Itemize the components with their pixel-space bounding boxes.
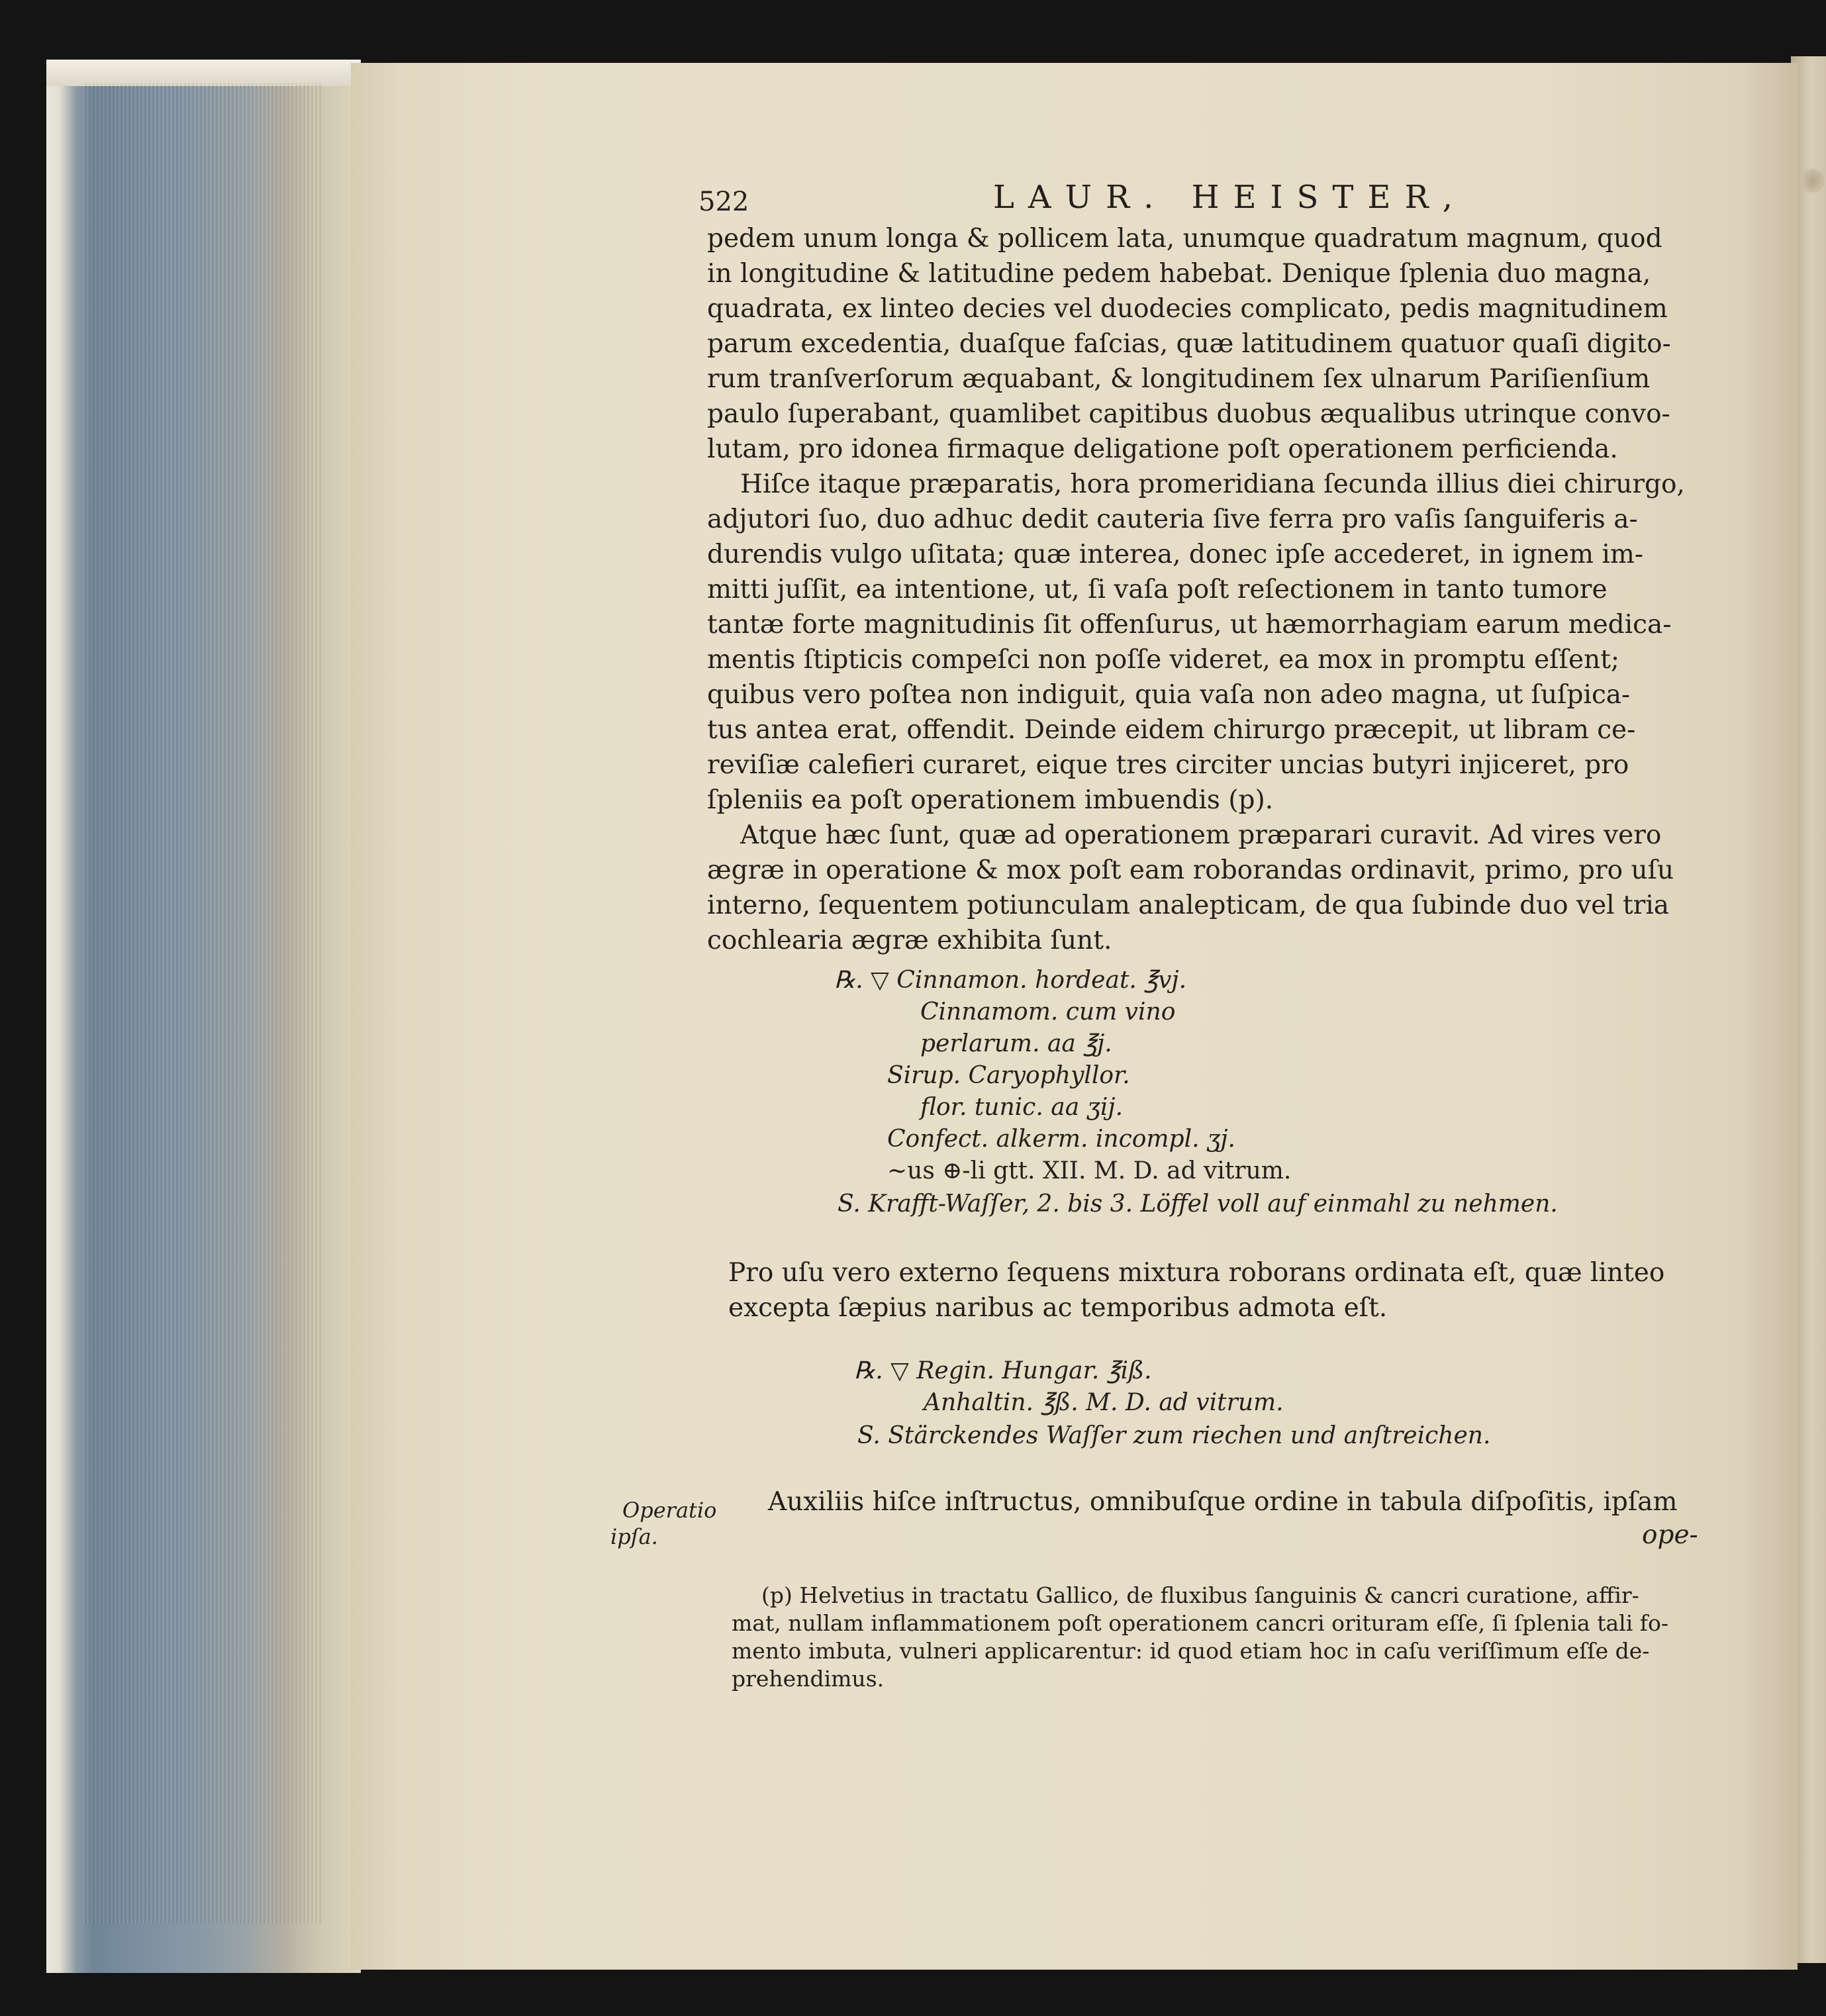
text-line: Auxiliis hiſce inſtructus, omnibuſque ordine in tabula diſpoſitis, ipſam (768, 1487, 1678, 1517)
catchword: ope- (1642, 1520, 1698, 1550)
recipe-line: Sirup. Caryophyllor. (887, 1062, 1130, 1089)
marginal-note: ipſa. (610, 1524, 658, 1549)
recipe-line: ~us ⊕-li gtt. XII. M. D. ad vitrum. (887, 1157, 1292, 1184)
text-line: mentis ſtipticis compeſci non poſſe videret, ea mox in promptu eſſent; (707, 645, 1620, 675)
text-line: pedem unum longa & pollicem lata, unumque quadratum magnum, quod (707, 224, 1662, 254)
recipe-signature: S. Stärckendes Waſſer zum riechen und anſtreichen. (857, 1422, 1491, 1449)
footnote-line: mento imbuta, vulneri applicarentur: id quod etiam hoc in caſu veriſſimum eſſe de- (732, 1638, 1650, 1664)
recipe-line: flor. tunic. aa ʒij. (920, 1094, 1124, 1121)
text-line: quibus vero poſtea non indiguit, quia vaſa non adeo magna, ut ſuſpica- (707, 680, 1631, 710)
running-head: LAUR. HEISTER, (993, 179, 1466, 216)
text-line: rum tranſverſorum æquabant, & longitudinem ſex ulnarum Pariſienſium (707, 364, 1651, 394)
text-line: excepta ſæpius naribus ac temporibus admota eſt. (728, 1293, 1388, 1323)
text-line: lutam, pro idonea firmaque deligatione poſt operationem perficienda. (707, 434, 1618, 464)
text-line: reviſiæ calefieri curaret, eique tres circiter uncias butyri injiceret, pro (707, 750, 1629, 780)
text-line: cochlearia ægræ exhibita ſunt. (707, 926, 1112, 955)
recipe-line: ℞. ▽ Cinnamon. hordeat. ℥vj. (834, 967, 1187, 994)
page-number: 522 (698, 187, 749, 217)
recipe-line: Anhaltin. ℥ß. M. D. ad vitrum. (924, 1389, 1284, 1416)
footnote-line: prehendimus. (732, 1666, 885, 1692)
paper-stain (1801, 169, 1825, 193)
page-edge-stripes (83, 83, 321, 1923)
text-line: ſpleniis ea poſt operationem imbuendis (p). (707, 785, 1274, 815)
recipe-line: perlarum. aa ℥j. (920, 1030, 1112, 1057)
recipe-line: Confect. alkerm. incompl. ʒj. (887, 1126, 1235, 1153)
text-line: Atque hæc ſunt, quæ ad operationem præparari curavit. Ad vires vero (740, 820, 1662, 850)
footnote-line: mat, nullam inflammationem poſt operationem cancri orituram eſſe, ſi ſplenia tali fo- (732, 1610, 1668, 1636)
marginal-note: Operatio (622, 1498, 717, 1523)
text-line: ægræ in operatione & mox poſt eam roborandas ordinavit, primo, pro uſu (707, 855, 1674, 885)
text-line: tantæ forte magnitudinis ſit offenſurus, ut hæmorrhagiam earum medica- (707, 610, 1672, 640)
text-line: paulo ſuperabant, quamlibet capitibus duobus æqualibus utrinque convo- (707, 399, 1670, 429)
text-line: adjutori ſuo, duo adhuc dedit cauteria ſive ferra pro vaſis ſanguiferis a- (707, 504, 1638, 534)
text-line: quadrata, ex linteo decies vel duodecies complicato, pedis magnitudinem (707, 294, 1668, 324)
book-cover-edge (46, 60, 361, 86)
recipe-signature: S. Krafft-Waſſer, 2. bis 3. Löffel voll auf einmahl zu nehmen. (838, 1190, 1558, 1218)
text-line: in longitudine & latitudine pedem habebat. Denique ſplenia duo magna, (707, 259, 1651, 289)
recipe-line: Cinnamom. cum vino (920, 998, 1176, 1026)
recipe-line: ℞. ▽ Regin. Hungar. ℥iß. (854, 1357, 1152, 1384)
text-line: Hiſce itaque præparatis, hora promeridiana ſecunda illius diei chirurgo, (740, 469, 1685, 499)
book-page-edges (46, 60, 361, 1973)
text-line: tus antea erat, offendit. Deinde eidem chirurgo præcepit, ut libram ce- (707, 715, 1636, 745)
text-line: interno, ſequentem potiunculam analepticam, de qua ſubinde duo vel tria (707, 890, 1670, 920)
text-line: parum excedentia, duaſque faſcias, quæ latitudinem quatuor quaſi digito- (707, 329, 1671, 359)
text-line: mitti juſſit, ea intentione, ut, ſi vaſa poſt reſectionem in tanto tumore (707, 575, 1608, 604)
footnote-line: (p) Helvetius in tractatu Gallico, de fluxibus ſanguinis & cancri curatione, affir- (761, 1582, 1639, 1608)
text-line: Pro uſu vero externo ſequens mixtura roborans ordinata eſt, quæ linteo (728, 1258, 1665, 1288)
text-line: durendis vulgo uſitata; quæ interea, donec ipſe accederet, in ignem im- (707, 540, 1644, 569)
